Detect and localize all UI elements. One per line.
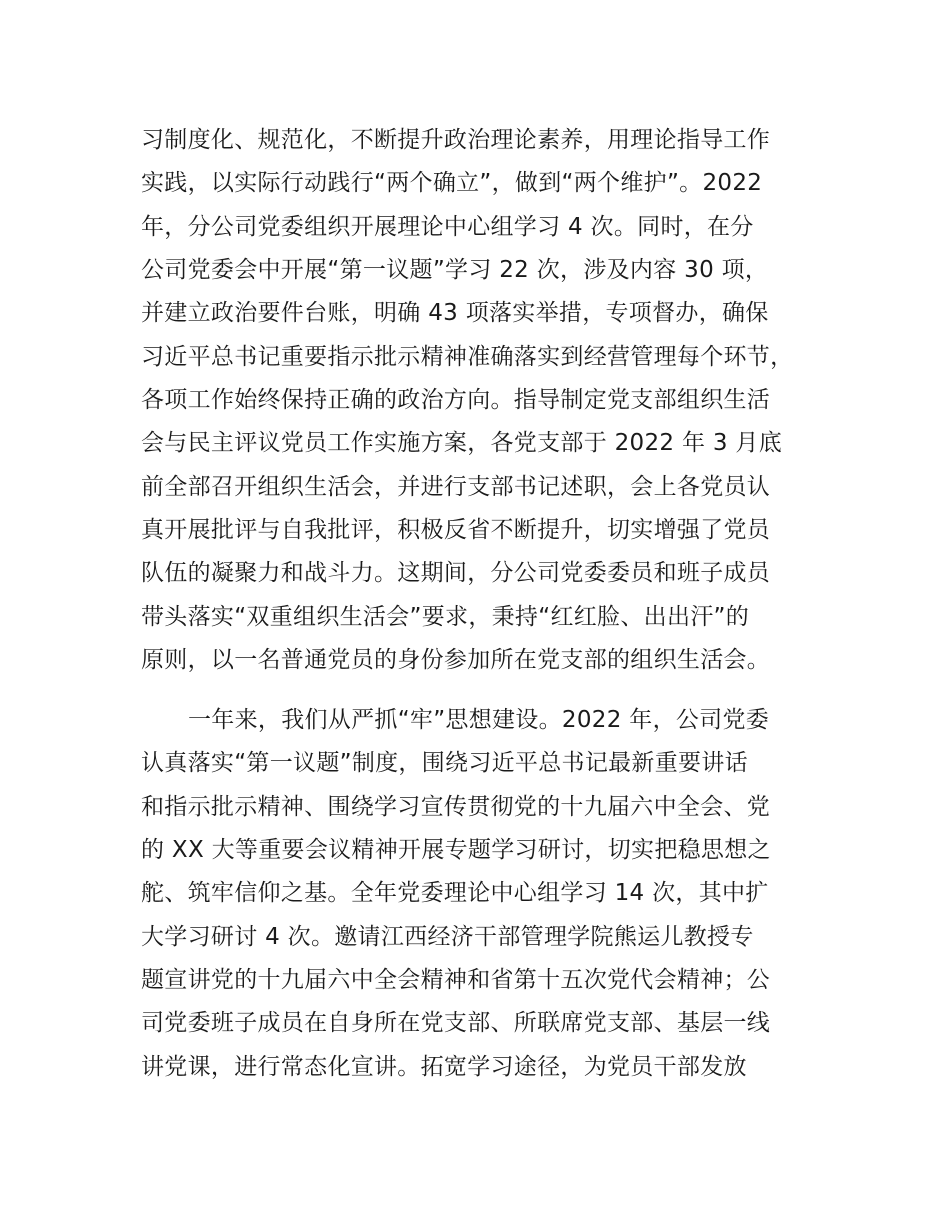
- text-line: 和指示批示精神、围绕学习宣传贯彻党的十九届六中全会、党: [141, 794, 771, 820]
- text-line: 原则，以一名普通党员的身份参加所在党支部的组织生活会。: [141, 647, 771, 673]
- text-line: 年，分公司党委组织开展理论中心组学习 4 次。同时，在分: [141, 214, 754, 240]
- text-line: 公司党委会中开展“第一议题”学习 22 次，涉及内容 30 项，: [141, 257, 769, 283]
- text-line: 舵、筑牢信仰之基。全年党委理论中心组学习 14 次，其中扩: [141, 880, 769, 906]
- text-line: 讲党课，进行常态化宣讲。拓宽学习途径，为党员干部发放: [141, 1054, 747, 1080]
- text-line: 各项工作始终保持正确的政治方向。指导制定党支部组织生活: [141, 387, 771, 413]
- text-line: 大学习研讨 4 次。邀请江西经济干部管理学院熊运儿教授专: [141, 924, 754, 950]
- text-line: 习制度化、规范化，不断提升政治理论素养，用理论指导工作: [141, 127, 771, 153]
- text-line: 题宣讲党的十九届六中全会精神和省第十五次党代会精神；公: [141, 967, 771, 993]
- text-line: 前全部召开组织生活会，并进行支部书记述职，会上各党员认: [141, 474, 771, 500]
- text-line: 习近平总书记重要指示批示精神准确落实到经营管理每个环节，: [141, 344, 794, 370]
- text-line: 带头落实“双重组织生活会”要求，秉持“红红脸、出出汗”的: [141, 604, 750, 630]
- text-line: 实践，以实际行动践行“两个确立”，做到“两个维护”。2022: [141, 170, 763, 196]
- text-line: 会与民主评议党员工作实施方案，各党支部于 2022 年 3 月底: [141, 430, 783, 456]
- text-line: 队伍的凝聚力和战斗力。这期间，分公司党委委员和班子成员: [141, 560, 771, 586]
- text-line: 司党委班子成员在自身所在党支部、所联席党支部、基层一线: [141, 1010, 771, 1036]
- text-line: 的 XX 大等重要会议精神开展专题学习研讨，切实把稳思想之: [141, 837, 771, 863]
- text-line: 认真落实“第一议题”制度，围绕习近平总书记最新重要讲话: [141, 750, 748, 776]
- text-line: 并建立政治要件台账，明确 43 项落实举措，专项督办，确保: [141, 300, 769, 326]
- text-line: 一年来，我们从严抓“牢”思想建设。2022 年，公司党委: [188, 707, 770, 733]
- text-line: 真开展批评与自我批评，积极反省不断提升，切实增强了党员: [141, 517, 771, 543]
